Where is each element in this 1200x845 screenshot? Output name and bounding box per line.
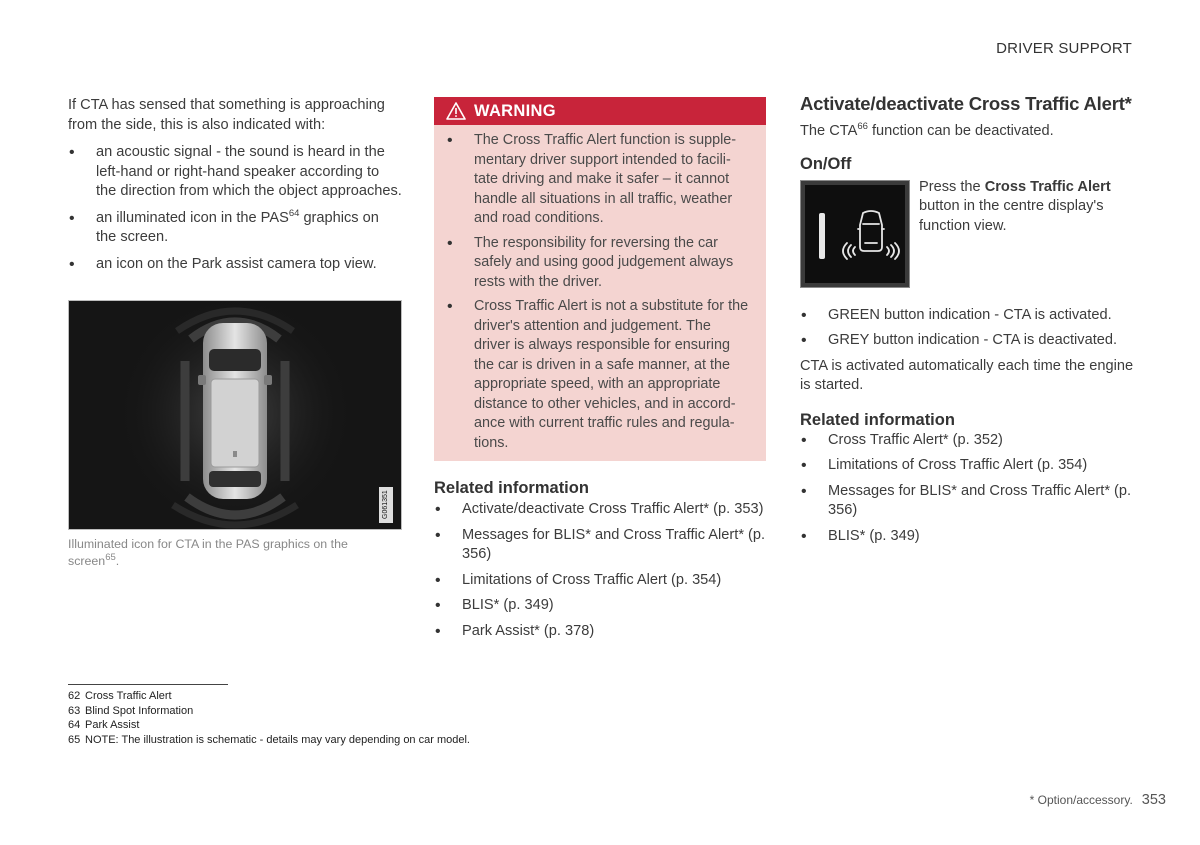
activate-column bbox=[800, 94, 1134, 552]
indication-list bbox=[68, 143, 402, 274]
related-link[interactable]: • Limitations of Cross Traffic Alert (p. 354) bbox=[800, 456, 1134, 476]
cta-intro bbox=[800, 122, 1134, 142]
onoff-row bbox=[800, 178, 1134, 288]
press-text: button in the centre display's function view. bbox=[919, 198, 1104, 234]
button-face bbox=[805, 185, 905, 283]
footnote-ref[interactable]: 64 bbox=[288, 207, 300, 219]
auto-activation-text: CTA is activated automatically each time the engine is started. bbox=[800, 357, 1134, 393]
footnote-text: Blind Spot Information bbox=[85, 704, 194, 717]
caption-text: Illuminated icon for CTA in the PAS graphics on the screen bbox=[68, 537, 348, 568]
footnote-text: Cross Traffic Alert bbox=[85, 690, 172, 702]
warning-box bbox=[434, 97, 766, 461]
footnotes bbox=[68, 689, 470, 747]
warning-list bbox=[434, 131, 766, 453]
list-item: • Cross Traffic Alert is not a substitute for the driver's attention and judgement. The driver is always responsible for ensuring the car is driven in a safe manner, at the appropriate speed, with an appropriate distance to other vehicles, and in accord-ance with current traffic rules and regula-tions. bbox=[446, 297, 750, 453]
related-heading: Related information bbox=[434, 479, 589, 497]
footnote-number: 63 bbox=[68, 704, 81, 717]
intro-paragraph: If CTA has sensed that something is approaching from the side, this is also indicated with: bbox=[68, 97, 385, 133]
option-note: * Option/accessory. bbox=[1029, 793, 1133, 807]
related-link[interactable]: • Cross Traffic Alert* (p. 352) bbox=[800, 431, 1134, 451]
related-link[interactable]: • BLIS* (p. 349) bbox=[434, 596, 766, 616]
pas-graphics-illustration bbox=[68, 300, 402, 530]
onoff-heading: On/Off bbox=[800, 154, 852, 173]
footnote-number: 65 bbox=[68, 733, 81, 746]
list-item: • an icon on the Park assist camera top view. bbox=[68, 255, 402, 275]
related-information-middle bbox=[434, 478, 766, 647]
list-item: • GREEN button indication - CTA is activated. bbox=[800, 306, 1134, 326]
footnote-number: 62 bbox=[68, 690, 81, 702]
cta-intro-text: function can be deactivated. bbox=[867, 123, 1054, 139]
footnote bbox=[68, 689, 470, 704]
footnote bbox=[68, 733, 470, 748]
footnote-ref[interactable]: 66 bbox=[857, 121, 868, 133]
list-item bbox=[68, 209, 402, 248]
related-heading: Related information bbox=[800, 410, 955, 429]
indication-states-list bbox=[800, 306, 1134, 351]
intro-column bbox=[68, 96, 402, 281]
cta-intro-text: The CTA bbox=[800, 123, 858, 139]
footnote-divider bbox=[68, 684, 228, 685]
car-cross-traffic-icon bbox=[841, 207, 901, 265]
press-text: Press the bbox=[919, 178, 985, 195]
list-item: • The Cross Traffic Alert function is supple-mentary driver support intended to facili-tate driving and make it safer – it cannot handle all situations in all traffic, weather and road conditions. bbox=[446, 131, 750, 229]
warning-title: WARNING bbox=[474, 101, 556, 120]
page-footer bbox=[1030, 792, 1166, 808]
caption-end: . bbox=[115, 554, 120, 568]
page-number: 353 bbox=[1141, 792, 1166, 808]
footnote-text: NOTE: The illustration is schematic - details may vary depending on car model. bbox=[85, 733, 470, 746]
related-list bbox=[800, 431, 1134, 547]
section-header: DRIVER SUPPORT bbox=[996, 40, 1132, 57]
list-item: • GREY button indication - CTA is deactivated. bbox=[800, 331, 1134, 351]
footnote bbox=[68, 718, 470, 733]
footnote-ref[interactable]: 65 bbox=[105, 551, 116, 563]
footnote-number: 64 bbox=[68, 719, 81, 732]
related-link[interactable]: • Park Assist* (p. 378) bbox=[434, 622, 766, 642]
list-item: • an acoustic signal - the sound is heard in the left-hand or right-hand speaker according to the direction from which the object approaches. bbox=[68, 143, 402, 202]
list-item: • The responsibility for reversing the car safely and using good judgement always rests with the driver. bbox=[446, 234, 750, 293]
button-indicator-light bbox=[819, 213, 825, 259]
warning-header bbox=[434, 97, 766, 125]
related-link[interactable]: • Messages for BLIS* and Cross Traffic Alert* (p. 356) bbox=[800, 482, 1134, 521]
image-caption bbox=[68, 536, 402, 570]
list-item-text: an illuminated icon in the PAS bbox=[96, 209, 289, 226]
warning-triangle-icon bbox=[446, 101, 466, 121]
related-link[interactable]: • Activate/deactivate Cross Traffic Alert* (p. 353) bbox=[434, 500, 766, 520]
image-code: G061351 bbox=[379, 487, 393, 523]
related-list bbox=[434, 500, 766, 641]
related-link[interactable]: • BLIS* (p. 349) bbox=[800, 527, 1134, 547]
related-link[interactable]: • Messages for BLIS* and Cross Traffic Alert* (p. 356) bbox=[434, 526, 766, 565]
related-link[interactable]: • Limitations of Cross Traffic Alert (p. 354) bbox=[434, 571, 766, 591]
button-name: Cross Traffic Alert bbox=[984, 178, 1111, 195]
section-heading: Activate/deactivate Cross Traffic Alert* bbox=[800, 93, 1132, 114]
car-top-view-icon bbox=[69, 301, 402, 530]
footnote-text: Park Assist bbox=[85, 719, 140, 732]
list-item-text: graphics on the screen. bbox=[96, 209, 379, 245]
press-instruction bbox=[919, 178, 1134, 237]
footnote bbox=[68, 704, 470, 719]
cross-traffic-alert-button[interactable] bbox=[800, 180, 910, 288]
